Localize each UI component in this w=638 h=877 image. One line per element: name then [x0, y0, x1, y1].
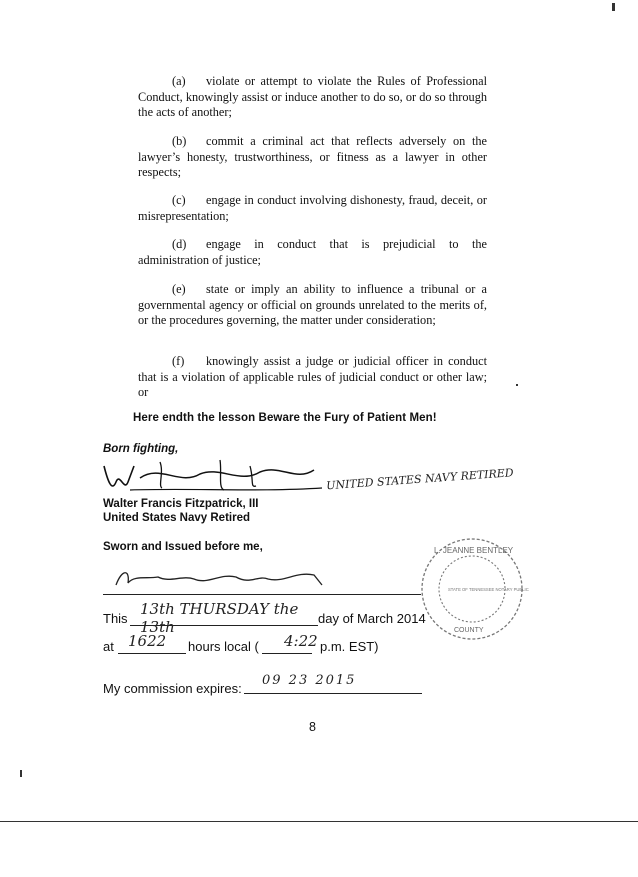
- commission-value: 09 23 2015: [262, 673, 357, 688]
- commission-underline: [244, 693, 422, 694]
- page-number: 8: [309, 720, 316, 734]
- scan-mark: [20, 770, 22, 777]
- this-label: This: [103, 611, 128, 626]
- rule-e: [138, 282, 487, 329]
- rule-label: (a): [172, 74, 186, 88]
- rule-text: commit a criminal act that reflects adversely on the lawyer’s honesty, trustworthiness, or fitness as a lawyer in other respects;: [138, 134, 487, 179]
- rule-c: [138, 193, 487, 224]
- day-of-label: day of March 2014: [318, 611, 426, 626]
- notary-seal: [414, 533, 532, 643]
- day-underline: [130, 625, 318, 626]
- scan-mark: [612, 3, 615, 11]
- rule-label: (d): [172, 237, 187, 251]
- commission-label: My commission expires:: [103, 681, 242, 696]
- time-value: 4:22: [284, 632, 318, 650]
- rule-label: (b): [172, 134, 187, 148]
- rule-d: [138, 237, 487, 268]
- rule-text: knowingly assist a judge or judicial officer in conduct that is a violation of applicable rules of judicial conduct or other law; or: [138, 354, 487, 399]
- born-fighting-label: Born fighting,: [103, 443, 179, 455]
- rule-a: [138, 74, 487, 121]
- notary-signature-line: [103, 594, 421, 595]
- hours-value: 1622: [128, 632, 167, 650]
- time-underline: [262, 653, 312, 654]
- signer-name: Walter Francis Fitzpatrick, III: [103, 498, 259, 510]
- rule-label: (c): [172, 193, 186, 207]
- seal-text-bottom: COUNTY: [454, 627, 484, 634]
- hours-underline: [118, 653, 186, 654]
- rule-text: state or imply an ability to influence a tribunal or a governmental agency or official on grounds unrelated to the merits of, or the procedures governing, the matter under consideration;: [138, 282, 487, 327]
- rule-label: (f): [172, 354, 185, 368]
- seal-text-mid: STATE OF TENNESSEE NOTARY PUBLIC: [448, 587, 529, 592]
- hours-local-label: hours local (: [188, 639, 259, 654]
- signature-suffix: UNITED STATES NAVY RETIRED: [325, 466, 515, 493]
- seal-text-top: L. JEANNE BENTLEY: [434, 546, 514, 555]
- pm-label: p.m. EST): [320, 639, 379, 654]
- rule-b: [138, 134, 487, 181]
- scan-mark: [516, 384, 518, 386]
- signer-title: United States Navy Retired: [103, 512, 250, 524]
- rule-text: engage in conduct involving dishonesty, fraud, deceit, or misrepresentation;: [138, 193, 487, 223]
- handwritten-day: 13th THURSDAY the 13th: [140, 600, 299, 636]
- sworn-label: Sworn and Issued before me,: [103, 541, 263, 553]
- scan-edge-line: [0, 821, 638, 822]
- rule-text: violate or attempt to violate the Rules of Professional Conduct, knowingly assist or induce another to do so, or do so through the acts of another;: [138, 74, 487, 119]
- rule-text: engage in conduct that is prejudicial to the administration of justice;: [138, 237, 487, 267]
- motto-line: Here endth the lesson Beware the Fury of Patient Men!: [133, 412, 437, 424]
- rule-f: [138, 354, 487, 401]
- rule-label: (e): [172, 282, 186, 296]
- at-label: at: [103, 639, 114, 654]
